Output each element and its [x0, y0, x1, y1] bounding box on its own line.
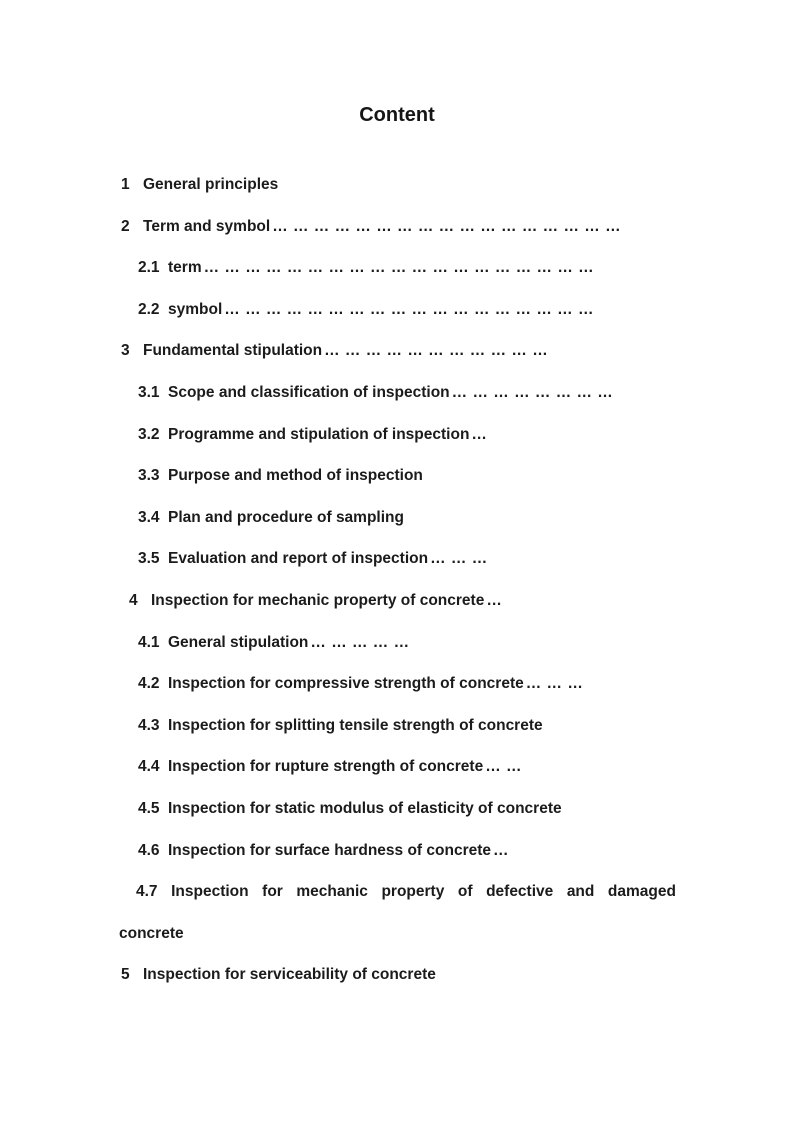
toc-entry-leader: … … … … … … … … … … … … … … … … … …: [224, 300, 594, 318]
toc-entry: [119, 954, 676, 996]
toc-entry-number: 2: [121, 217, 130, 235]
toc-entry-label: Programme and stipulation of inspection: [168, 425, 470, 443]
toc-entry-word: property: [381, 883, 445, 901]
toc-entry-number: 4.5: [138, 799, 160, 817]
toc-entry-word: and: [566, 883, 595, 901]
toc-entry-word: Inspection: [171, 883, 249, 901]
toc-entry-number: 3.2: [138, 425, 160, 443]
toc-entry-leader: … … …: [430, 550, 488, 568]
toc-entry: [119, 497, 676, 539]
toc-entry-label: Inspection for splitting tensile strength of concrete: [168, 716, 543, 734]
toc-entry-leader: … … … … … … … …: [451, 383, 614, 401]
toc-entry-label: Fundamental stipulation: [143, 342, 323, 360]
toc-entry-leader: … … … … … … … … … … … … … … … … …: [272, 217, 622, 235]
toc-entry-word: defective: [486, 883, 554, 901]
toc-entry-label: Purpose and method of inspection: [168, 467, 423, 485]
toc-entry: [119, 372, 676, 414]
toc-entry-label: Inspection for compressive strength of concrete: [168, 675, 524, 693]
toc-entry-number: 4.4: [138, 758, 160, 776]
toc-entry-word: for: [262, 883, 283, 901]
toc-entry-label: Scope and classification of inspection: [168, 383, 450, 401]
toc-entry-label: Inspection for mechanic property of concrete: [151, 591, 485, 609]
toc-entry-number: 3.1: [138, 383, 160, 401]
toc-entry: [119, 330, 676, 372]
toc-entry-leader: … … … … … … … … … … … … … … … … … … …: [203, 259, 595, 277]
toc-entry: [119, 414, 676, 456]
toc-entry-number: 1: [121, 176, 130, 193]
toc-entry-leader: …: [471, 425, 488, 443]
toc-entry: [119, 622, 676, 664]
toc-entry-leader: … … …: [525, 675, 584, 693]
toc-entry-word: 4.7: [136, 883, 158, 901]
toc-entry-number: 2.2: [138, 300, 160, 318]
toc-entry-label: General stipulation: [168, 633, 309, 651]
toc-entry-word: of: [457, 883, 473, 901]
toc-entry-label: Inspection for static modulus of elasticity of concrete: [168, 799, 562, 817]
toc-entry-word: mechanic: [296, 883, 368, 901]
toc-entry: [119, 206, 676, 248]
toc-entry-label: Inspection for surface hardness of concrete: [168, 841, 492, 859]
toc-entry: [119, 289, 676, 331]
toc-entry-label: Plan and procedure of sampling: [168, 508, 404, 526]
toc-entry-label: Inspection for rupture strength of concrete: [168, 758, 484, 776]
toc-entry-number: 3.3: [138, 467, 160, 485]
toc-entry-number: 4.6: [138, 841, 160, 859]
toc-entry-leader: … … … … …: [310, 633, 410, 651]
toc-entry-leader: …: [493, 841, 510, 859]
toc-entry: [119, 538, 676, 580]
toc-entry-label: symbol: [168, 300, 223, 318]
toc-entry: [119, 164, 676, 206]
toc-entry-number: 4.3: [138, 716, 160, 734]
toc-entry-leader: …: [486, 591, 503, 609]
toc-entry-label: Inspection for serviceability of concrete: [143, 966, 436, 984]
toc-entry: [119, 871, 676, 913]
toc-entry: [119, 580, 676, 622]
toc-entry: [119, 663, 676, 705]
toc-entry: [119, 830, 676, 872]
toc-entry-number: 4.2: [138, 675, 160, 693]
toc-entry-wrap-line: concrete: [119, 924, 184, 942]
toc-entry-number: 4: [129, 591, 138, 609]
toc-entry-number: 3.5: [138, 550, 160, 568]
toc-entry: [119, 746, 676, 788]
toc-list: [0, 164, 794, 996]
toc-entry-leader: … …: [485, 758, 523, 776]
toc-entry-label: term: [168, 259, 202, 277]
toc-entry-label: Term and symbol: [143, 217, 271, 235]
toc-entry-label: General principles: [143, 176, 279, 193]
toc-entry-word: damaged: [607, 883, 676, 901]
toc-entry-number: 4.1: [138, 633, 160, 651]
toc-entry-number: 2.1: [138, 259, 160, 277]
toc-entry-leader: … … … … … … … … … … …: [324, 342, 549, 360]
toc-entry-number: 5: [121, 966, 130, 984]
page-title: Content: [359, 104, 435, 126]
toc-entry: [119, 788, 676, 830]
toc-entry-label: Evaluation and report of inspection: [168, 550, 429, 568]
toc-entry: [119, 247, 676, 289]
toc-entry: [119, 455, 676, 497]
toc-entry-number: 3.4: [138, 508, 160, 526]
toc-entry-number: 3: [121, 342, 130, 360]
toc-entry: [119, 705, 676, 747]
